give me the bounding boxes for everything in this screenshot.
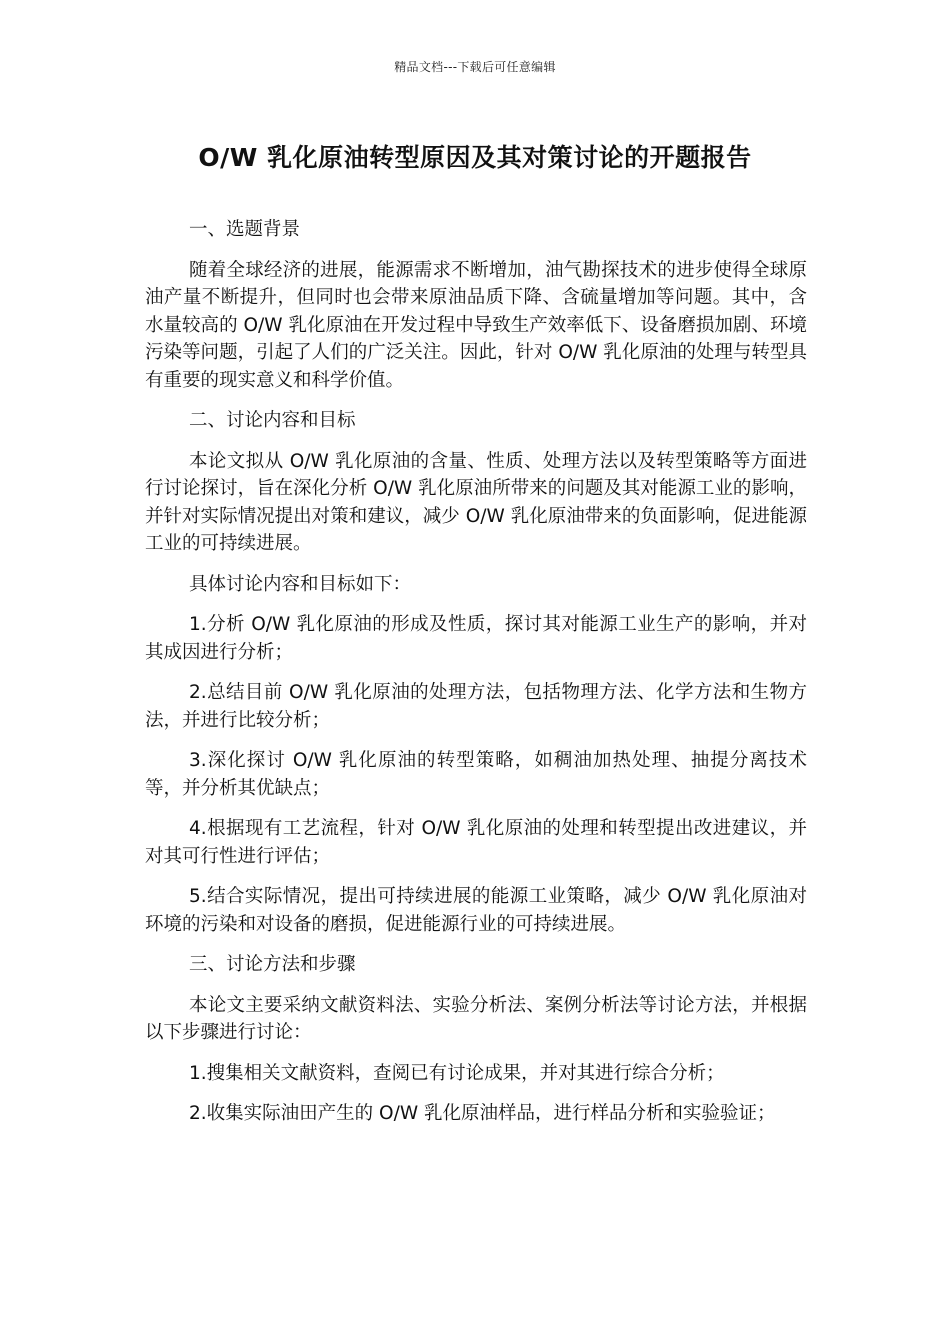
section-heading-methods: 三、讨论方法和步骤 bbox=[189, 954, 356, 975]
list-item-goal-3: 3.深化探讨 O/W 乳化原油的转型策略，如稠油加热处理、抽提分离技术等，并分析其优缺点； bbox=[145, 750, 807, 799]
section-heading-content-goals: 二、讨论内容和目标 bbox=[189, 410, 356, 431]
document-title: O/W 乳化原油转型原因及其对策讨论的开题报告 bbox=[198, 143, 752, 172]
paragraph-content-goals: 本论文拟从 O/W 乳化原油的含量、性质、处理方法以及转型策略等方面进行讨论探讨，旨在深化分析 O/W 乳化原油所带来的问题及其对能源工业的影响，并针对实际情况提出对策和建议，减少 O/W 乳化原油带来的负面影响，促进能源工业的可持续进展。 bbox=[145, 450, 807, 554]
document-body bbox=[145, 216, 807, 1141]
list-item-step-1: 1.搜集相关文献资料，查阅已有讨论成果，并对其进行综合分析； bbox=[189, 1062, 725, 1084]
paragraph-goals-intro: 具体讨论内容和目标如下： bbox=[189, 573, 412, 595]
list-item-goal-4: 4.根据现有工艺流程，针对 O/W 乳化原油的处理和转型提出改进建议，并对其可行性进行评估； bbox=[145, 818, 807, 867]
paragraph-methods: 本论文主要采纳文献资料法、实验分析法、案例分析法等讨论方法，并根据以下步骤进行讨论： bbox=[145, 994, 807, 1043]
header-note: 精品文档---下载后可任意编辑 bbox=[394, 60, 556, 74]
paragraph-background: 随着全球经济的进展，能源需求不断增加，油气勘探技术的进步使得全球原油产量不断提升，但同时也会带来原油品质下降、含硫量增加等问题。其中，含水量较高的 O/W 乳化原油在开发过程中导致生产效率低下、设备磨损加剧、环境污染等问题，引起了人们的广泛关注。因此，针对 O/W 乳化原油的处理与转型具有重要的现实意义和科学价值。 bbox=[145, 259, 807, 391]
list-item-goal-2: 2.总结目前 O/W 乳化原油的处理方法，包括物理方法、化学方法和生物方法，并进行比较分析； bbox=[145, 682, 807, 731]
list-item-goal-1: 1.分析 O/W 乳化原油的形成及性质，探讨其对能源工业生产的影响，并对其成因进行分析； bbox=[145, 614, 807, 663]
list-item-step-2: 2.收集实际油田产生的 O/W 乳化原油样品，进行样品分析和实验验证； bbox=[189, 1103, 776, 1124]
list-item-goal-5: 5.结合实际情况，提出可持续进展的能源工业策略，减少 O/W 乳化原油对环境的污染和对设备的磨损，促进能源行业的可持续进展。 bbox=[145, 886, 807, 935]
section-heading-background: 一、选题背景 bbox=[189, 219, 301, 240]
